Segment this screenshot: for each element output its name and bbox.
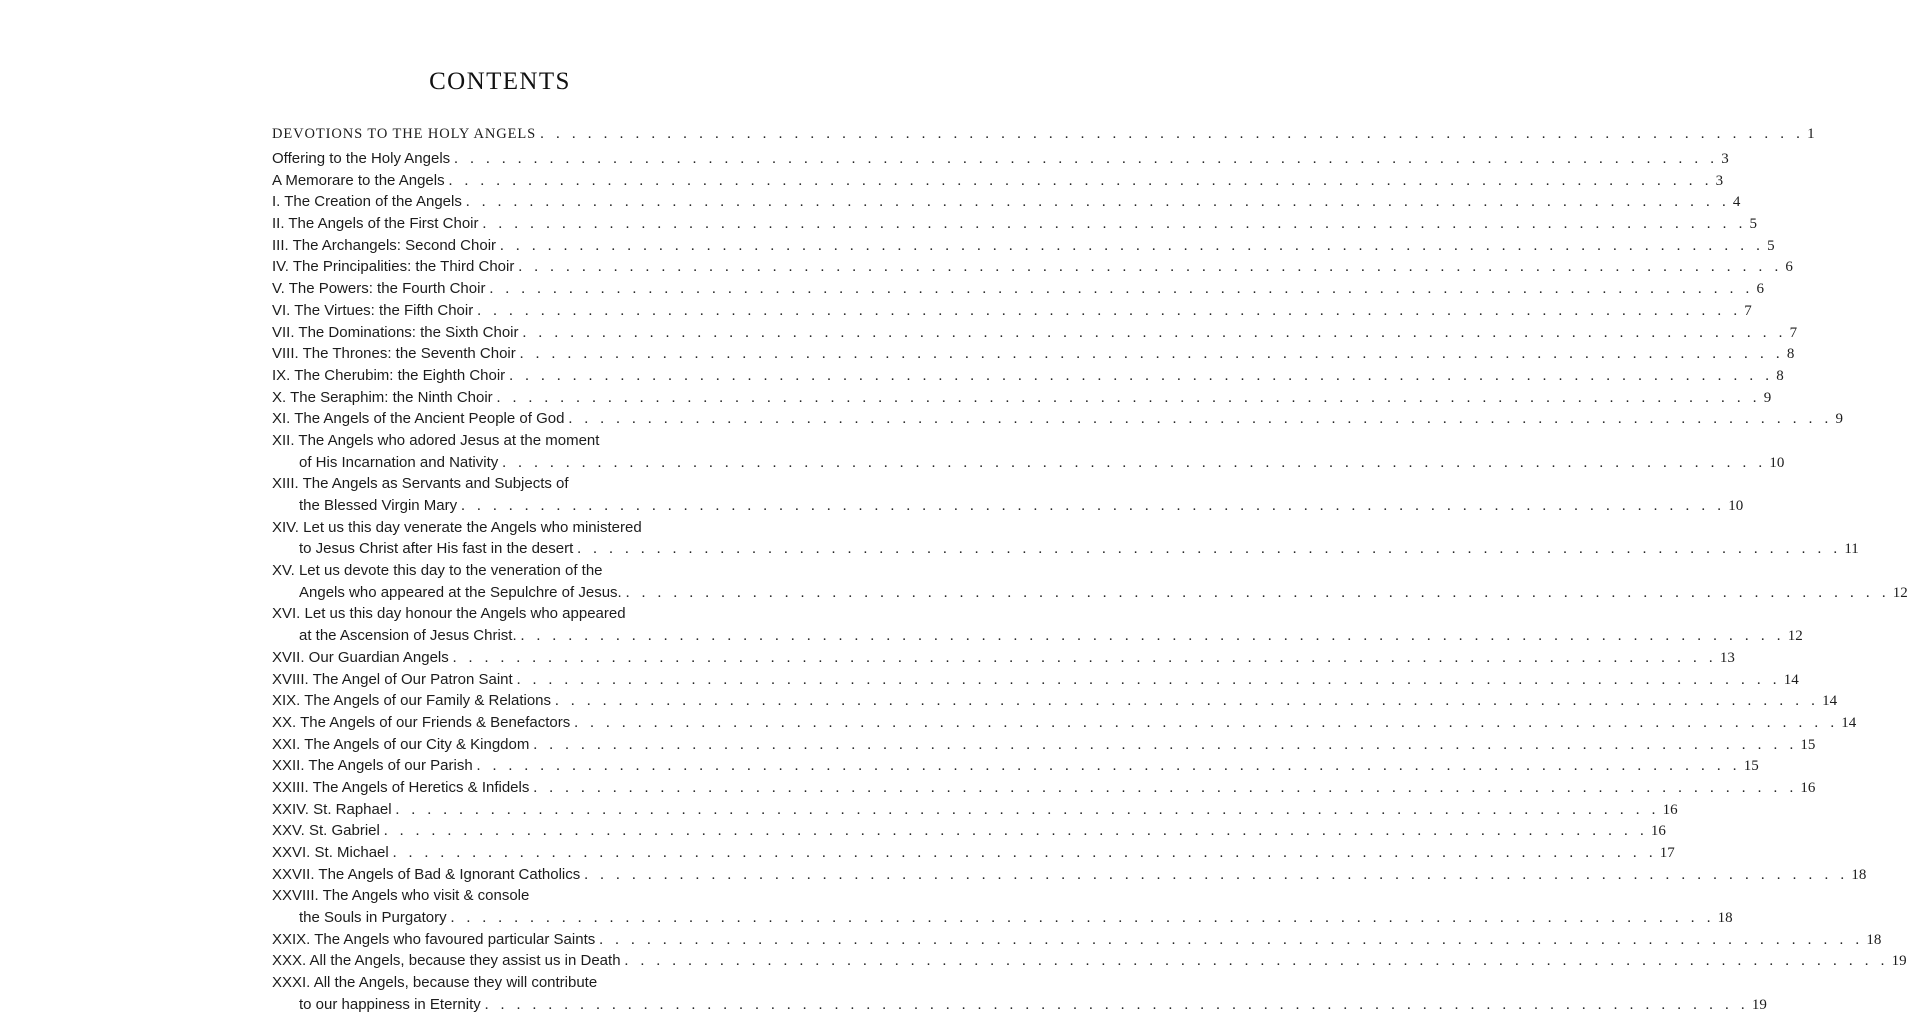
toc-page-number: 14: [1783, 671, 1799, 688]
toc-entry-line: [272, 517, 728, 539]
toc-entry-line: [272, 625, 1803, 647]
toc-entry-title: XVI. Let us this day honour the Angels who appeared: [272, 605, 626, 623]
dot-leader: . . . . . . . . . . . . . . . . . . . . . . . . . . . . . . . . . . . . . . . . . . . . . . . . . . . . . . . . . . . . . . . . . . . . . . . . . . . . . . . .: [516, 671, 1781, 688]
toc-entry-title: III. The Archangels: Second Choir: [272, 236, 497, 254]
toc-entry: [272, 777, 1816, 799]
toc-entry-line: [272, 191, 1741, 213]
toc-page-number: 18: [1717, 910, 1733, 927]
toc-page-number: 9: [1763, 389, 1772, 406]
toc-entry-line: [272, 972, 728, 994]
toc-entry-title: XVIII. The Angel of Our Patron Saint: [272, 670, 513, 688]
toc-page-number: 15: [1800, 736, 1816, 753]
toc-entry: [272, 278, 1765, 300]
toc-entry: [272, 322, 1798, 344]
dot-leader: . . . . . . . . . . . . . . . . . . . . . . . . . . . . . . . . . . . . . . . . . . . . . . . . . . . . . . . . . . . . . . . . . . . . . . . . . . . . . . . .: [519, 346, 1784, 363]
toc-entry-line: [272, 538, 1859, 560]
dot-leader: . . . . . . . . . . . . . . . . . . . . . . . . . . . . . . . . . . . . . . . . . . . . . . . . . . . . . . . . . . . . . . . . . . . . . . . . . . . . . . . .: [520, 628, 1785, 645]
toc-entry-line: [272, 278, 1765, 300]
toc-entry-line: [272, 235, 1775, 257]
toc-entry-title: Angels who appeared at the Sepulchre of Jesus.: [299, 583, 622, 601]
toc-entry: [272, 799, 1678, 821]
toc-entry-title: XXIX. The Angels who favoured particular Saints: [272, 930, 596, 948]
dot-leader: . . . . . . . . . . . . . . . . . . . . . . . . . . . . . . . . . . . . . . . . . . . . . . . . . . . . . . . . . . . . . . . . . . . . . . . . . . . . . . . .: [477, 302, 1742, 319]
toc-entry-title: IV. The Principalities: the Third Choir: [272, 258, 515, 276]
toc-entry-line: [272, 582, 1908, 604]
toc-entry-title: the Souls in Purgatory: [299, 909, 447, 927]
toc-page-number: 16: [1650, 823, 1666, 840]
toc-page-number: 16: [1800, 779, 1816, 796]
toc-page-number: 15: [1743, 758, 1759, 775]
toc-entry-line: [272, 734, 1816, 756]
page-title: CONTENTS: [429, 68, 571, 95]
toc-entry-title: XIV. Let us this day venerate the Angels who ministered: [272, 518, 642, 536]
toc-entry-line: [272, 929, 1882, 951]
toc-entry-title: XXI. The Angels of our City & Kingdom: [272, 735, 530, 753]
toc-page-number: 6: [1756, 281, 1765, 298]
dot-leader: . . . . . . . . . . . . . . . . . . . . . . . . . . . . . . . . . . . . . . . . . . . . . . . . . . . . . . . . . . . . . . . . . . . . . . . . . . . . . . . .: [448, 172, 1713, 189]
toc-entry-title: I. The Creation of the Angels: [272, 193, 462, 211]
toc-entry-title: Offering to the Holy Angels: [272, 150, 451, 167]
toc-entry-line: [272, 170, 1724, 192]
toc-page-number: 19: [1891, 953, 1907, 970]
toc-page-number: 14: [1822, 693, 1838, 710]
dot-leader: . . . . . . . . . . . . . . . . . . . . . . . . . . . . . . . . . . . . . . . . . . . . . . . . . . . . . . . . . . . . . . . . . . . . . . . . . . . . . . . .: [574, 714, 1839, 731]
toc-entry-line: [272, 473, 728, 495]
toc-entry-line: [272, 365, 1784, 387]
toc-entry-title: A Memorare to the Angels: [272, 171, 445, 189]
toc-entry-title: VII. The Dominations: the Sixth Choir: [272, 323, 519, 341]
toc-entry: [272, 148, 1729, 170]
dot-leader: . . . . . . . . . . . . . . . . . . . . . . . . . . . . . . . . . . . . . . . . . . . . . . . . . . . . . . . . . . . . . . . . . . . . . . . . . . . . . . . .: [450, 910, 1715, 927]
toc-entry-line: [272, 256, 1793, 278]
toc-entry-title: VIII. The Thrones: the Seventh Choir: [272, 345, 516, 363]
toc-entry-line: [272, 994, 1767, 1016]
toc-page-number: 7: [1789, 324, 1798, 341]
dot-leader: . . . . . . . . . . . . . . . . . . . . . . . . . . . . . . . . . . . . . . . . . . . . . . . . . . . . . . . . . . . . . . . . . . . . . . . . . . . . . . . .: [625, 584, 1890, 601]
toc-entry-line: [272, 213, 1758, 235]
dot-leader: . . . . . . . . . . . . . . . . . . . . . . . . . . . . . . . . . . . . . . . . . . . . . . . . . . . . . . . . . . . . . . . . . . . . . . . . . . . . . . . .: [522, 324, 1787, 341]
toc-entry-title: XV. Let us devote this day to the veneration of the: [272, 562, 603, 580]
toc-entry-title: to Jesus Christ after His fast in the desert: [299, 540, 574, 558]
toc-entry: [272, 387, 1772, 409]
toc-entry-line: [272, 430, 728, 452]
toc-entry: [272, 365, 1784, 387]
toc-entry: [272, 603, 1803, 646]
toc-entry: [272, 170, 1724, 192]
dot-leader: . . . . . . . . . . . . . . . . . . . . . . . . . . . . . . . . . . . . . . . . . . . . . . . . . . . . . . . . . . . . . . . . . . . . . . . . . . . . . . . .: [540, 126, 1805, 142]
toc-entry: [272, 755, 1759, 777]
toc-entry: [272, 842, 1675, 864]
table-of-contents: [272, 122, 1908, 1016]
toc-entry-line: [272, 755, 1759, 777]
dot-leader: . . . . . . . . . . . . . . . . . . . . . . . . . . . . . . . . . . . . . . . . . . . . . . . . . . . . . . . . . . . . . . . . . . . . . . . . . . . . . . . .: [577, 541, 1842, 558]
dot-leader: . . . . . . . . . . . . . . . . . . . . . . . . . . . . . . . . . . . . . . . . . . . . . . . . . . . . . . . . . . . . . . . . . . . . . . . . . . . . . . . .: [461, 498, 1726, 514]
toc-entry-line: [272, 799, 1678, 821]
toc-entry-title: VI. The Virtues: the Fifth Choir: [272, 301, 474, 319]
toc-entry-title: XXIII. The Angels of Heretics & Infidels: [272, 778, 530, 796]
toc-page-number: 4: [1732, 194, 1741, 211]
dot-leader: . . . . . . . . . . . . . . . . . . . . . . . . . . . . . . . . . . . . . . . . . . . . . . . . . . . . . . . . . . . . . . . . . . . . . . . . . . . . . . . .: [395, 801, 1660, 818]
dot-leader: . . . . . . . . . . . . . . . . . . . . . . . . . . . . . . . . . . . . . . . . . . . . . . . . . . . . . . . . . . . . . . . . . . . . . . . . . . . . . . . .: [568, 411, 1833, 428]
dot-leader: . . . . . . . . . . . . . . . . . . . . . . . . . . . . . . . . . . . . . . . . . . . . . . . . . . . . . . . . . . . . . . . . . . . . . . . . . . . . . . . .: [624, 953, 1889, 970]
toc-entry: [272, 972, 1767, 1015]
toc-entry: [272, 191, 1741, 213]
toc-entry-title: to our happiness in Eternity: [299, 995, 481, 1013]
toc-entry-line: [272, 452, 1785, 474]
toc-entry-title: XX. The Angels of our Friends & Benefactors: [272, 713, 571, 731]
toc-entry-title: IX. The Cherubim: the Eighth Choir: [272, 366, 506, 384]
dot-leader: . . . . . . . . . . . . . . . . . . . . . . . . . . . . . . . . . . . . . . . . . . . . . . . . . . . . . . . . . . . . . . . . . . . . . . . . . . . . . . . .: [502, 454, 1767, 471]
toc-entry-line: [272, 300, 1752, 322]
toc-page-number: 18: [1851, 866, 1867, 883]
toc-entry: [272, 647, 1735, 669]
toc-page-number: 11: [1844, 541, 1859, 558]
toc-entry-title: XVII. Our Guardian Angels: [272, 648, 449, 666]
toc-entry-line: [272, 669, 1799, 691]
dot-leader: . . . . . . . . . . . . . . . . . . . . . . . . . . . . . . . . . . . . . . . . . . . . . . . . . . . . . . . . . . . . . . . . . . . . . . . . . . . . . . . .: [555, 693, 1820, 710]
dot-leader: . . . . . . . . . . . . . . . . . . . . . . . . . . . . . . . . . . . . . . . . . . . . . . . . . . . . . . . . . . . . . . . . . . . . . . . . . . . . . . . .: [454, 151, 1719, 167]
dot-leader: . . . . . . . . . . . . . . . . . . . . . . . . . . . . . . . . . . . . . . . . . . . . . . . . . . . . . . . . . . . . . . . . . . . . . . . . . . . . . . . .: [482, 216, 1747, 233]
toc-page-number: 8: [1776, 367, 1784, 384]
toc-entry-title: of His Incarnation and Nativity: [299, 453, 499, 471]
toc-entry-title: XXXI. All the Angels, because they will contribute: [272, 974, 598, 992]
toc-page-number: 8: [1786, 346, 1795, 363]
toc-entry-line: [272, 408, 1843, 430]
toc-entry: [272, 517, 1859, 560]
toc-page-number: 12: [1787, 628, 1803, 645]
toc-entry-title: XIX. The Angels of our Family & Relations: [272, 692, 552, 710]
toc-entry-title: the Blessed Virgin Mary: [299, 497, 458, 514]
toc-entry-line: [272, 712, 1857, 734]
toc-entry: [272, 473, 1744, 516]
toc-entry-line: [272, 820, 1666, 842]
toc-entry-line: [272, 864, 1867, 886]
dot-leader: . . . . . . . . . . . . . . . . . . . . . . . . . . . . . . . . . . . . . . . . . . . . . . . . . . . . . . . . . . . . . . . . . . . . . . . . . . . . . . . .: [484, 996, 1749, 1013]
toc-entry-title: XXII. The Angels of our Parish: [272, 757, 473, 775]
toc-entry-line: [272, 603, 728, 625]
toc-page-number: 5: [1767, 237, 1775, 254]
toc-entry: [272, 256, 1793, 278]
toc-page-number: 13: [1719, 649, 1735, 666]
toc-entry: [272, 408, 1843, 430]
toc-page-number: 9: [1835, 411, 1843, 428]
dot-leader: . . . . . . . . . . . . . . . . . . . . . . . . . . . . . . . . . . . . . . . . . . . . . . . . . . . . . . . . . . . . . . . . . . . . . . . . . . . . . . . .: [518, 259, 1783, 276]
toc-entry-title: XXIV. St. Raphael: [272, 800, 392, 818]
dot-leader: . . . . . . . . . . . . . . . . . . . . . . . . . . . . . . . . . . . . . . . . . . . . . . . . . . . . . . . . . . . . . . . . . . . . . . . . . . . . . . . .: [533, 736, 1798, 753]
dot-leader: . . . . . . . . . . . . . . . . . . . . . . . . . . . . . . . . . . . . . . . . . . . . . . . . . . . . . . . . . . . . . . . . . . . . . . . . . . . . . . . .: [509, 367, 1774, 384]
dot-leader: . . . . . . . . . . . . . . . . . . . . . . . . . . . . . . . . . . . . . . . . . . . . . . . . . . . . . . . . . . . . . . . . . . . . . . . . . . . . . . . .: [496, 389, 1761, 406]
toc-entry: [272, 235, 1775, 257]
dot-leader: . . . . . . . . . . . . . . . . . . . . . . . . . . . . . . . . . . . . . . . . . . . . . . . . . . . . . . . . . . . . . . . . . . . . . . . . . . . . . . . .: [533, 779, 1798, 796]
toc-entry: [272, 929, 1882, 951]
toc-entry-title: at the Ascension of Jesus Christ.: [299, 627, 517, 645]
toc-entry-line: [272, 387, 1772, 409]
toc-entry: [272, 213, 1758, 235]
toc-entry: [272, 430, 1785, 473]
toc-entry-line: [272, 950, 1907, 972]
toc-page-number: 10: [1728, 498, 1744, 514]
toc-entry-line: [272, 148, 1729, 170]
dot-leader: . . . . . . . . . . . . . . . . . . . . . . . . . . . . . . . . . . . . . . . . . . . . . . . . . . . . . . . . . . . . . . . . . . . . . . . . . . . . . . . .: [476, 758, 1741, 775]
toc-entry-title: XXVI. St. Michael: [272, 844, 389, 861]
toc-entry-line: [272, 647, 1735, 669]
dot-leader: . . . . . . . . . . . . . . . . . . . . . . . . . . . . . . . . . . . . . . . . . . . . . . . . . . . . . . . . . . . . . . . . . . . . . . . . . . . . . . . .: [392, 845, 1657, 861]
dot-leader: . . . . . . . . . . . . . . . . . . . . . . . . . . . . . . . . . . . . . . . . . . . . . . . . . . . . . . . . . . . . . . . . . . . . . . . . . . . . . . . .: [452, 649, 1717, 666]
toc-entry: [272, 300, 1752, 322]
toc-entry-line: [272, 122, 1815, 146]
toc-page-number: 3: [1721, 151, 1729, 167]
toc-entry-line: [272, 907, 1733, 929]
toc-entry-title: V. The Powers: the Fourth Choir: [272, 280, 486, 298]
toc-section-heading: [272, 122, 1815, 146]
toc-page-number: 6: [1785, 259, 1793, 276]
toc-entry-title: DEVOTIONS TO THE HOLY ANGELS: [272, 126, 537, 142]
toc-entry-line: [272, 885, 728, 907]
toc-page-number: 18: [1866, 931, 1882, 948]
toc-entry: [272, 950, 1907, 972]
dot-leader: . . . . . . . . . . . . . . . . . . . . . . . . . . . . . . . . . . . . . . . . . . . . . . . . . . . . . . . . . . . . . . . . . . . . . . . . . . . . . . . .: [584, 866, 1849, 883]
toc-entry: [272, 820, 1666, 842]
toc-entry: [272, 560, 1908, 603]
dot-leader: . . . . . . . . . . . . . . . . . . . . . . . . . . . . . . . . . . . . . . . . . . . . . . . . . . . . . . . . . . . . . . . . . . . . . . . . . . . . . . . .: [465, 194, 1730, 211]
toc-entry-title: XXVII. The Angels of Bad & Ignorant Catholics: [272, 865, 581, 883]
toc-page-number: 19: [1751, 996, 1767, 1013]
toc-entry: [272, 885, 1733, 928]
toc-page-number: 17: [1659, 845, 1675, 861]
toc-entry-title: XXX. All the Angels, because they assist us in Death: [272, 952, 621, 970]
toc-entry-title: XII. The Angels who adored Jesus at the moment: [272, 431, 600, 449]
toc-entry: [272, 864, 1867, 886]
toc-entry-title: XI. The Angels of the Ancient People of God: [272, 410, 565, 428]
toc-entry-line: [272, 777, 1816, 799]
toc-page-number: 10: [1769, 454, 1785, 471]
toc-entry: [272, 669, 1799, 691]
toc-page-number: 14: [1841, 714, 1857, 731]
toc-page-number: 1: [1807, 126, 1815, 142]
toc-entry: [272, 690, 1838, 712]
dot-leader: . . . . . . . . . . . . . . . . . . . . . . . . . . . . . . . . . . . . . . . . . . . . . . . . . . . . . . . . . . . . . . . . . . . . . . . . . . . . . . . .: [489, 281, 1754, 298]
toc-page-number: 16: [1662, 801, 1678, 818]
toc-entry: [272, 343, 1795, 365]
dot-leader: . . . . . . . . . . . . . . . . . . . . . . . . . . . . . . . . . . . . . . . . . . . . . . . . . . . . . . . . . . . . . . . . . . . . . . . . . . . . . . . .: [383, 823, 1648, 840]
toc-entry: [272, 734, 1816, 756]
toc-entry-title: II. The Angels of the First Choir: [272, 215, 479, 233]
toc-page-number: 7: [1744, 302, 1752, 319]
toc-entry-line: [272, 322, 1798, 344]
dot-leader: . . . . . . . . . . . . . . . . . . . . . . . . . . . . . . . . . . . . . . . . . . . . . . . . . . . . . . . . . . . . . . . . . . . . . . . . . . . . . . . .: [500, 237, 1765, 254]
toc-entry: [272, 712, 1857, 734]
toc-entry-line: [272, 690, 1838, 712]
toc-entry-title: XXVIII. The Angels who visit & console: [272, 887, 530, 905]
toc-entry-title: XXV. St. Gabriel: [272, 822, 380, 840]
toc-page-number: 5: [1749, 216, 1758, 233]
toc-entry-line: [272, 842, 1675, 864]
toc-page-number: 12: [1892, 584, 1908, 601]
toc-entry-title: X. The Seraphim: the Ninth Choir: [272, 388, 493, 406]
toc-entry-line: [272, 343, 1795, 365]
toc-entry-line: [272, 495, 1744, 517]
dot-leader: . . . . . . . . . . . . . . . . . . . . . . . . . . . . . . . . . . . . . . . . . . . . . . . . . . . . . . . . . . . . . . . . . . . . . . . . . . . . . . . .: [599, 931, 1864, 948]
toc-entry-title: XIII. The Angels as Servants and Subjects of: [272, 475, 569, 493]
toc-page-number: 3: [1715, 172, 1724, 189]
toc-entry-line: [272, 560, 728, 582]
